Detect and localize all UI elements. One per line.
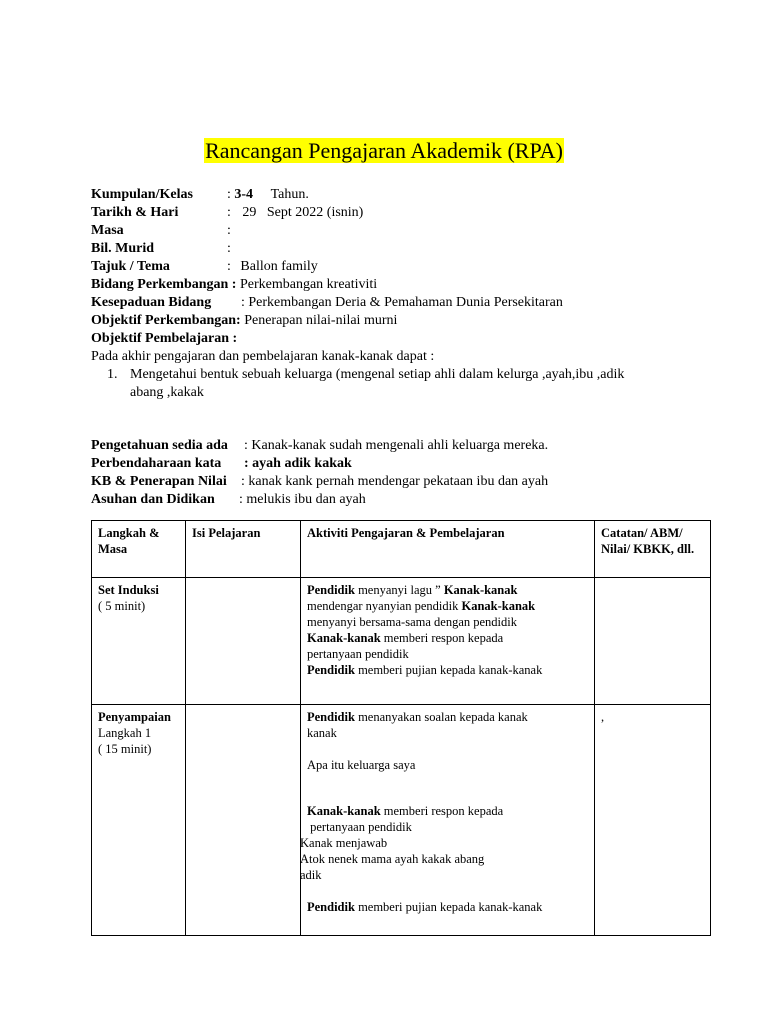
activity-line: [307, 709, 588, 725]
activity-line: Atok nenek mama ayah kakak abang: [300, 852, 485, 866]
kb-label: KB & Penerapan Nilai: [91, 474, 227, 489]
lesson-table: [91, 520, 711, 936]
field-masa: [91, 222, 124, 240]
table-row: [92, 705, 711, 936]
activity-line: Kanak menjawab: [300, 836, 388, 850]
activity-actor: Pendidik: [307, 583, 355, 597]
field-bidang: [91, 276, 377, 294]
activity-actor: Kanak-kanak: [307, 804, 381, 818]
field-label: Bil. Murid: [91, 241, 155, 256]
field-label: Tarikh & Hari: [91, 205, 179, 220]
activity-actor: Pendidik: [307, 900, 355, 914]
field-sep: :: [227, 187, 231, 202]
field-value: Ballon family: [240, 259, 318, 274]
field-sep: :: [227, 259, 231, 274]
activity-line: [307, 582, 588, 598]
activity-line: menyanyi bersama-sama dengan pendidik: [307, 615, 517, 629]
field-kesepaduan: [91, 294, 211, 312]
header-langkah: Langkah & Masa: [92, 521, 186, 578]
activity-text: menyanyi lagu ”: [354, 583, 444, 597]
activity-actor: Kanak-kanak: [443, 583, 518, 597]
langkah-cell: [92, 705, 186, 936]
title-text: Rancangan Pengajaran Akademik (RPA): [205, 138, 563, 163]
field-label: Masa: [91, 223, 124, 238]
activity-text: memberi pujian kepada kanak-kanak: [354, 900, 543, 914]
field-sep: :: [244, 438, 248, 453]
asuhan-value: [239, 491, 366, 509]
kb-value: [241, 473, 548, 491]
field-objektif-perkembangan: [91, 312, 397, 330]
perbendaharaan-value: [244, 455, 352, 473]
objektif-item-number: 1.: [107, 367, 118, 382]
field-value: 29 Sept 2022 (isnin): [242, 205, 364, 220]
field-bil-murid-value: [227, 240, 231, 258]
header-aktiviti: Aktiviti Pengajaran & Pembelajaran: [301, 521, 595, 578]
field-bil-murid: [91, 240, 154, 258]
spacer: [307, 741, 588, 757]
field-value-bold: 3-4: [234, 187, 254, 202]
field-sep: :: [227, 241, 231, 256]
header-isi: Isi Pelajaran: [186, 521, 301, 578]
activity-text: memberi respon kepada: [380, 804, 504, 818]
field-tajuk-value: [227, 258, 318, 276]
aktiviti-cell: [301, 578, 595, 705]
activity-line: pertanyaan pendidik: [307, 820, 412, 834]
spacer: [307, 773, 588, 803]
field-tarikh: [91, 204, 178, 222]
header-catatan: Catatan/ ABM/ Nilai/ KBKK, dll.: [595, 521, 711, 578]
field-sep: :: [227, 223, 231, 238]
spacer: [307, 883, 588, 899]
field-kesepaduan-value: [241, 294, 563, 312]
langkah-step: Langkah 1: [98, 726, 152, 740]
activity-line: [307, 598, 588, 614]
field-value: kanak kank pernah mendengar pekataan ibu dan ayah: [248, 474, 549, 489]
isi-cell: [186, 705, 301, 936]
objektif-intro: Pada akhir pengajaran dan pembelajaran kanak-kanak dapat :: [91, 349, 435, 364]
field-value: Kanak-kanak sudah mengenali ahli keluarga mereka.: [251, 438, 549, 453]
document-title: [0, 138, 768, 164]
field-kumpulan: [91, 186, 193, 204]
asuhan-label: Asuhan dan Didikan: [91, 492, 215, 507]
field-kumpulan-value: [227, 186, 309, 204]
field-tajuk: [91, 258, 170, 276]
field-tarikh-value: [227, 204, 363, 222]
objektif-item-line2: abang ,kakak: [130, 385, 204, 400]
field-label: Kesepaduan Bidang: [91, 295, 212, 310]
aktiviti-cell: [301, 705, 595, 936]
field-sep: :: [239, 492, 243, 507]
activity-actor: Pendidik: [307, 710, 355, 724]
activity-line: Apa itu keluarga saya: [307, 758, 416, 772]
activity-line: [307, 662, 588, 678]
isi-cell: [186, 578, 301, 705]
langkah-time: ( 5 minit): [98, 599, 146, 613]
activity-text: mendengar nyanyian pendidik: [307, 599, 462, 613]
field-sep: :: [244, 456, 249, 471]
langkah-title: Penyampaian: [98, 710, 171, 724]
field-value: Tahun.: [270, 187, 309, 202]
catatan-cell: ,: [595, 705, 711, 936]
field-label: Tajuk / Tema: [91, 259, 170, 274]
field-sep: :: [241, 295, 245, 310]
field-label: Objektif Perkembangan:: [91, 313, 241, 328]
activity-line: [307, 803, 588, 819]
field-value: melukis ibu dan ayah: [246, 492, 366, 507]
field-sep: :: [241, 474, 245, 489]
activity-text: menanyakan soalan kepada kanak: [354, 710, 528, 724]
activity-actor: Kanak-kanak: [461, 599, 536, 613]
field-sep: :: [227, 205, 231, 220]
field-value: Penerapan nilai-nilai murni: [244, 313, 398, 328]
activity-actor: Pendidik: [307, 663, 355, 677]
activity-line: [307, 630, 588, 646]
field-label: Bidang Perkembangan :: [91, 277, 237, 292]
field-masa-value: [227, 222, 231, 240]
pengetahuan-value: [244, 437, 548, 455]
langkah-time: ( 15 minit): [98, 742, 152, 756]
activity-line: adik: [300, 868, 322, 882]
langkah-cell: [92, 578, 186, 705]
catatan-cell: [595, 578, 711, 705]
pengetahuan-label: Pengetahuan sedia ada: [91, 438, 228, 453]
activity-text: memberi pujian kepada kanak-kanak: [354, 663, 543, 677]
perbendaharaan-label: Perbendaharaan kata: [91, 456, 222, 471]
field-value: ayah adik kakak: [252, 456, 352, 471]
objektif-pembelajaran-label: Objektif Pembelajaran :: [91, 331, 238, 346]
activity-line: pertanyaan pendidik: [307, 647, 409, 661]
table-row: [92, 578, 711, 705]
activity-line: [307, 899, 588, 915]
field-value: Perkembangan Deria & Pemahaman Dunia Persekitaran: [248, 295, 563, 310]
table-header-row: [92, 521, 711, 578]
activity-line: kanak: [307, 726, 337, 740]
field-value: Perkembangan kreativiti: [239, 277, 378, 292]
activity-actor: Kanak-kanak: [307, 631, 381, 645]
langkah-title: Set Induksi: [98, 583, 159, 597]
objektif-item-line1: Mengetahui bentuk sebuah keluarga (mengenal setiap ahli dalam kelurga ,ayah,ibu ,adik: [130, 367, 625, 382]
activity-text: memberi respon kepada: [380, 631, 504, 645]
field-label: Kumpulan/Kelas: [91, 187, 193, 202]
